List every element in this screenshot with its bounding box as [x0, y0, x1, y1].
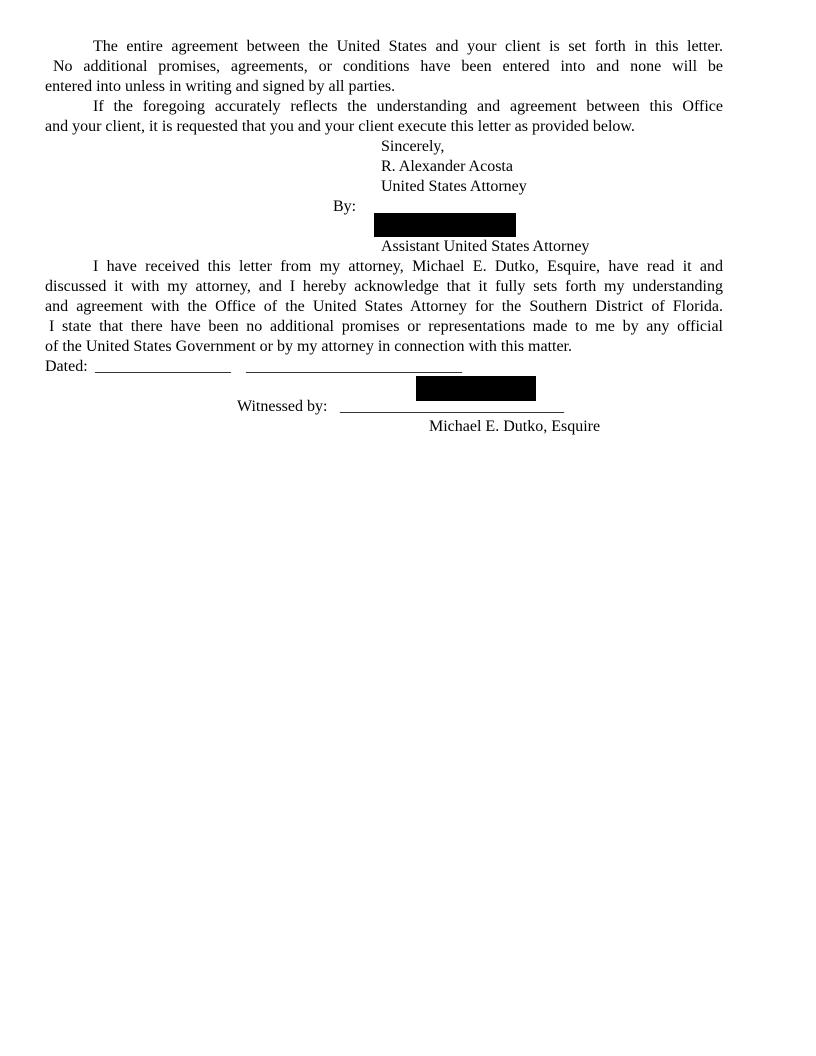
witness-signature-blank: ____________________________ [340, 398, 564, 415]
dated-blank: _________________ [95, 358, 231, 375]
paragraph-3-line-5: of the United States Government or by my attorney in connection with this matter. [45, 338, 572, 355]
paragraph-3-line-4: I state that there have been no additional promises or representations made to me by any official [49, 318, 723, 335]
by-label: By: [333, 198, 357, 215]
closing-sincerely: Sincerely, [381, 138, 445, 155]
paragraph-2-line-1: If the foregoing accurately reflects the understanding and agreement between this Office [93, 98, 723, 115]
witness-name: Michael E. Dutko, Esquire [429, 418, 601, 435]
paragraph-3-line-2: discussed it with my attorney, and I hereby acknowledge that it fully sets forth my understanding [45, 278, 723, 295]
paragraph-1-line-1: The entire agreement between the United States and your client is set forth in this letter. [93, 38, 723, 55]
witnessed-by-label: Witnessed by: [237, 398, 328, 415]
signer-title: United States Attorney [381, 178, 527, 195]
assistant-attorney-title: Assistant United States Attorney [381, 238, 590, 255]
paragraph-2-line-2: and your client, it is requested that you and your client execute this letter as provided below. [45, 118, 635, 135]
paragraph-3-line-3: and agreement with the Office of the United States Attorney for the Southern District of Florida. [45, 298, 723, 315]
paragraph-1-line-3: entered into unless in writing and signed by all parties. [45, 78, 396, 95]
paragraph-1-line-2: No additional promises, agreements, or conditions have been entered into and none will be [53, 58, 723, 75]
client-signature-blank: ___________________________ [246, 358, 462, 375]
signature-redaction [374, 213, 516, 237]
signer-name: R. Alexander Acosta [381, 158, 513, 175]
paragraph-3-line-1: I have received this letter from my attorney, Michael E. Dutko, Esquire, have read it and [93, 258, 723, 275]
dated-label: Dated: [45, 358, 88, 375]
